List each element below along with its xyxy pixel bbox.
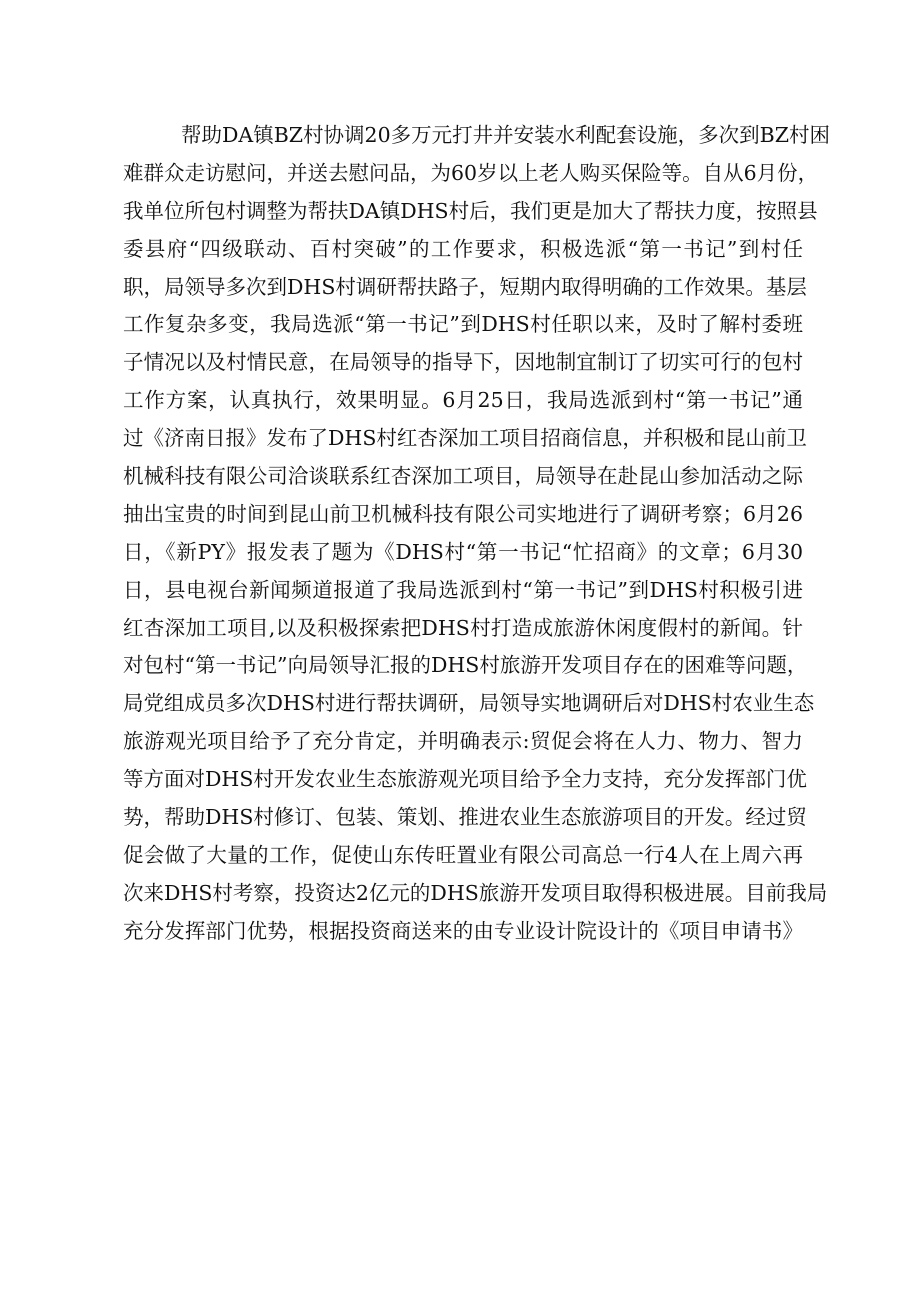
- text-line: 难群众走访慰问，并送去慰问品，为60岁以上老人购买保险等。自从6月份，: [123, 160, 819, 185]
- text-line: 帮助DA镇BZ村协调20多万元打井并安装水利配套设施，多次到BZ村困: [181, 123, 830, 147]
- text-line: 子情况以及村情民意，在局领导的指导下，因地制宜制订了切实可行的包村: [123, 350, 803, 375]
- text-line: 职，局领导多次到DHS村调研帮扶路子，短期内取得明确的工作效果。基层: [123, 274, 807, 299]
- text-line: 日，《新PY》报发表了题为《DHS村“第一书记“忙招商》的文章；6月30: [123, 539, 803, 564]
- text-line: 势，帮助DHS村修订、包装、策划、推进农业生态旅游项目的开发。经过贸: [123, 805, 807, 830]
- text-line: 我单位所包村调整为帮扶DA镇DHS村后，我们更是加大了帮扶力度，按照县: [123, 198, 818, 223]
- text-line: 机械科技有限公司洽谈联系红杏深加工项目，局领导在赴昆山参加活动之际: [123, 464, 803, 489]
- text-line: 红杏深加工项目,以及积极探索把DHS村打造成旅游休闲度假村的新闻。针: [123, 615, 803, 640]
- body-paragraph: [123, 117, 830, 951]
- text-line: 促会做了大量的工作，促使山东传旺置业有限公司高总一行4人在上周六再: [123, 842, 803, 867]
- text-line: 局党组成员多次DHS村进行帮扶调研，局领导实地调研后对DHS村农业生态: [123, 691, 815, 716]
- text-line: 日，县电视台新闻频道报道了我局选派到村“第一书记”到DHS村积极引进: [123, 577, 803, 602]
- text-line: 工作复杂多变，我局选派“第一书记”到DHS村任职以来，及时了解村委班: [123, 312, 803, 337]
- text-line: 抽出宝贵的时间到昆山前卫机械科技有限公司实地进行了调研考察；6月26: [123, 501, 803, 526]
- text-line: 次来DHS村考察，投资达2亿元的DHS旅游开发项目取得积极进展。目前我局: [123, 880, 828, 905]
- text-line: 旅游观光项目给予了充分肯定，并明确表示:贸促会将在人力、物力、智力: [123, 729, 803, 754]
- text-line: 过《济南日报》发布了DHS村红杏深加工项目招商信息，并积极和昆山前卫: [123, 426, 807, 451]
- text-line: 等方面对DHS村开发农业生态旅游观光项目给予全力支持，充分发挥部门优: [123, 767, 807, 792]
- text-line: 委县府“四级联动、百村突破”的工作要求，积极选派“第一书记”到村任: [123, 236, 803, 261]
- text-line: 工作方案，认真执行，效果明显。6月25日，我局选派到村“第一书记”通: [123, 388, 803, 413]
- text-line: 充分发挥部门优势，根据投资商送来的由专业设计院设计的《项目申请书》: [123, 918, 803, 943]
- text-line: 对包村“第一书记”向局领导汇报的DHS村旅游开发项目存在的困难等问题，: [123, 653, 808, 678]
